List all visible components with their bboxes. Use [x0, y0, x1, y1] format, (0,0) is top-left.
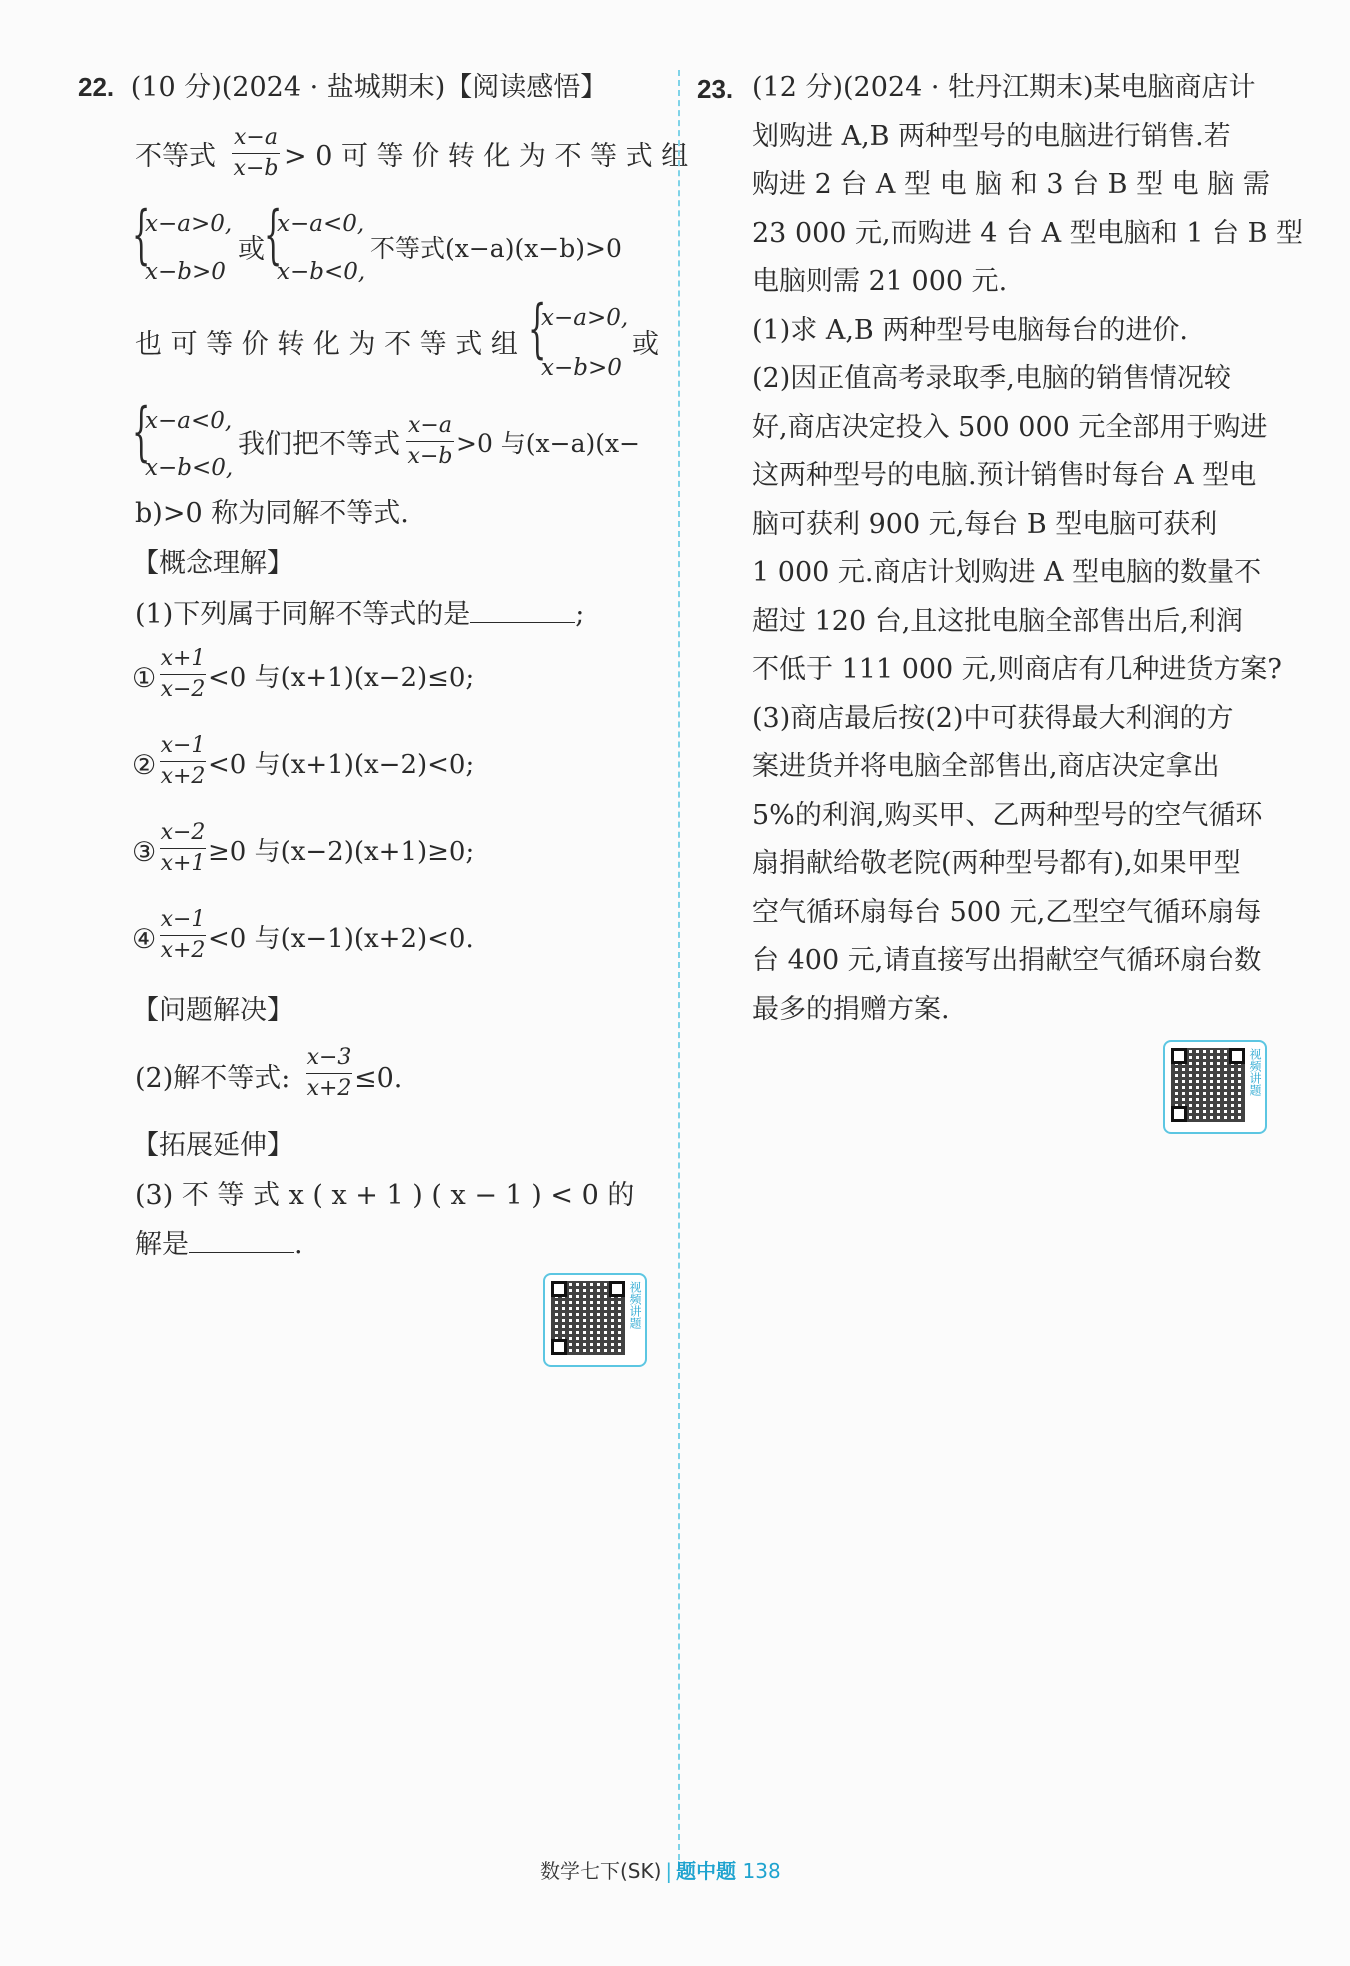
q23-line: 购进 2 台 A 型 电 脑 和 3 台 B 型 电 脑 需 [752, 169, 1270, 200]
qr-label: 视频讲题 [1248, 1048, 1262, 1096]
column-divider [678, 70, 680, 1860]
fraction-numerator: x−a [234, 125, 278, 150]
fraction-denominator: x+2 [160, 938, 206, 963]
option-2-text: <0 与(x+1)(x−2)<0; [208, 750, 475, 780]
option-1-text: <0 与(x+1)(x−2)≤0; [208, 663, 475, 693]
q22-system4-a: x−a<0, [145, 408, 233, 434]
option-2-fraction [160, 735, 206, 788]
fraction-denominator: x+2 [160, 764, 206, 789]
q23-line: 超过 120 台,且这批电脑全部售出后,利润 [752, 605, 1243, 637]
q22-system3-a: x−a>0, [541, 305, 629, 331]
q22-or-2: 或 [632, 329, 659, 360]
q22-part3-b-end: . [294, 1229, 303, 1260]
q23-line: (3)商店最后按(2)中可获得最大利润的方 [752, 702, 1234, 734]
q23-line: (12 分)(2024 · 牡丹江期末)某电脑商店计 [752, 72, 1256, 103]
q23-line: 23 000 元,而购进 4 台 A 型电脑和 1 台 B 型 [752, 217, 1303, 249]
q22-part2-fraction [306, 1047, 352, 1100]
q22-fraction-2 [406, 415, 454, 468]
q23-line: 1 000 元.商店计划购进 A 型电脑的数量不 [752, 557, 1262, 588]
left-brace-icon: { [528, 292, 547, 366]
q22-part1-end: ; [575, 599, 585, 630]
q22-part3: (3) 不 等 式 x ( x + 1 ) ( x − 1 ) < 0 的 [135, 1180, 635, 1211]
q22-or-1: 或 [238, 234, 265, 265]
q23-line: 最多的捐赠方案. [752, 993, 950, 1025]
q22-system4-b: x−b<0, [145, 455, 234, 481]
q23-line: 脑可获利 900 元,每台 B 型电脑可获利 [752, 508, 1218, 540]
q22-line2-post: 不等式(x−a)(x−b)>0 [370, 234, 622, 263]
q22-part2-pre: (2)解不等式: [135, 1063, 291, 1094]
q23-line: 不低于 111 000 元,则商店有几种进货方案? [752, 654, 1282, 685]
q22-part1 [135, 600, 584, 628]
extend-section-title: 【拓展延伸】 [132, 1130, 294, 1161]
fraction-numerator: x−3 [306, 1045, 352, 1070]
answer-blank-2 [189, 1230, 294, 1253]
q23-line: (1)求 A,B 两种型号电脑每台的进价. [752, 314, 1188, 346]
q22-system2-a: x−a<0, [277, 211, 365, 237]
solve-section-title: 【问题解决】 [132, 995, 294, 1026]
option-3-mark: ③ [132, 837, 157, 868]
q23-number: 23. [697, 74, 734, 104]
option-4-fraction [160, 909, 206, 962]
q22-fraction-1 [232, 127, 280, 180]
q22-line3-pre: 也 可 等 价 转 化 为 不 等 式 组 [135, 329, 518, 360]
q22-part3-b-text: 解是 [135, 1229, 189, 1260]
fraction-numerator: x−1 [160, 733, 206, 758]
q23-line: 扇捐献给敬老院(两种型号都有),如果甲型 [752, 848, 1241, 879]
qr-label: 视频讲题 [628, 1281, 642, 1329]
left-brace-icon: { [132, 395, 151, 469]
left-brace-icon: { [264, 198, 283, 272]
fraction-numerator: x−1 [160, 907, 206, 932]
option-1-mark: ① [132, 663, 157, 694]
q22-system3-b: x−b>0 [541, 355, 622, 381]
q22-part2-post: ≤0. [354, 1063, 403, 1094]
q23-line: 5%的利润,购买甲、乙两种型号的空气循环 [752, 799, 1263, 831]
page-footer [540, 1855, 781, 1884]
q22-line4-mid: 我们把不等式 [238, 429, 400, 460]
q23-line: 案进货并将电脑全部售出,商店决定拿出 [752, 751, 1220, 782]
q22-system2-b: x−b<0, [277, 259, 366, 285]
concept-section-title: 【概念理解】 [132, 548, 294, 579]
option-4-text: <0 与(x−1)(x+2)<0. [208, 924, 474, 954]
q22-part1-text: (1)下列属于同解不等式的是 [135, 599, 471, 630]
q22-system1-a: x−a>0, [145, 211, 233, 237]
q22-line1-pre: 不等式 [135, 141, 216, 172]
footer-book-title: 数学七下(SK) [540, 1859, 662, 1883]
footer-brand: 题中题 [676, 1859, 737, 1883]
q22-line1-post: > 0 可 等 价 转 化 为 不 等 式 组 [284, 141, 689, 172]
option-1-fraction [160, 648, 206, 701]
fraction-numerator: x−2 [160, 820, 206, 845]
left-brace-icon: { [132, 198, 151, 272]
fraction-numerator: x+1 [160, 646, 206, 671]
fraction-denominator: x−2 [160, 677, 206, 702]
fraction-denominator: x+1 [160, 851, 206, 876]
q22-line5: b)>0 称为同解不等式. [135, 498, 409, 529]
qr-code-video-22[interactable] [543, 1273, 647, 1367]
q23-line: 好,商店决定投入 500 000 元全部用于购进 [752, 411, 1268, 443]
q23-line: 这两种型号的电脑.预计销售时每台 A 型电 [752, 460, 1257, 491]
option-2-mark: ② [132, 750, 157, 781]
fraction-denominator: x−b [233, 156, 279, 181]
option-3-fraction [160, 822, 206, 875]
option-4-mark: ④ [132, 924, 157, 955]
q23-line: 空气循环扇每台 500 元,乙型空气循环扇每 [752, 896, 1262, 928]
q22-part3-b [135, 1230, 303, 1258]
q22-header-line [78, 74, 607, 101]
q22-number: 22. [78, 72, 115, 102]
q22-header: (10 分)(2024 · 盐城期末)【阅读感悟】 [130, 72, 608, 103]
fraction-denominator: x−b [407, 444, 453, 469]
q23-line: 电脑则需 21 000 元. [752, 266, 1008, 297]
qr-code-video-23[interactable] [1163, 1040, 1267, 1134]
q22-system1-b: x−b>0 [145, 259, 226, 285]
q23-line: 台 400 元,请直接写出捐献空气循环扇台数 [752, 945, 1262, 976]
option-3-text: ≥0 与(x−2)(x+1)≥0; [208, 837, 475, 867]
q23-line: 划购进 A,B 两种型号的电脑进行销售.若 [752, 120, 1231, 152]
page-number: 138 [742, 1859, 781, 1883]
fraction-numerator: x−a [408, 413, 452, 438]
q23-line: (2)因正值高考录取季,电脑的销售情况较 [752, 363, 1231, 394]
q22-line4-post: >0 与(x−a)(x− [456, 429, 641, 458]
footer-separator: | [665, 1859, 673, 1883]
fraction-denominator: x+2 [306, 1076, 352, 1101]
answer-blank-1 [470, 600, 575, 623]
